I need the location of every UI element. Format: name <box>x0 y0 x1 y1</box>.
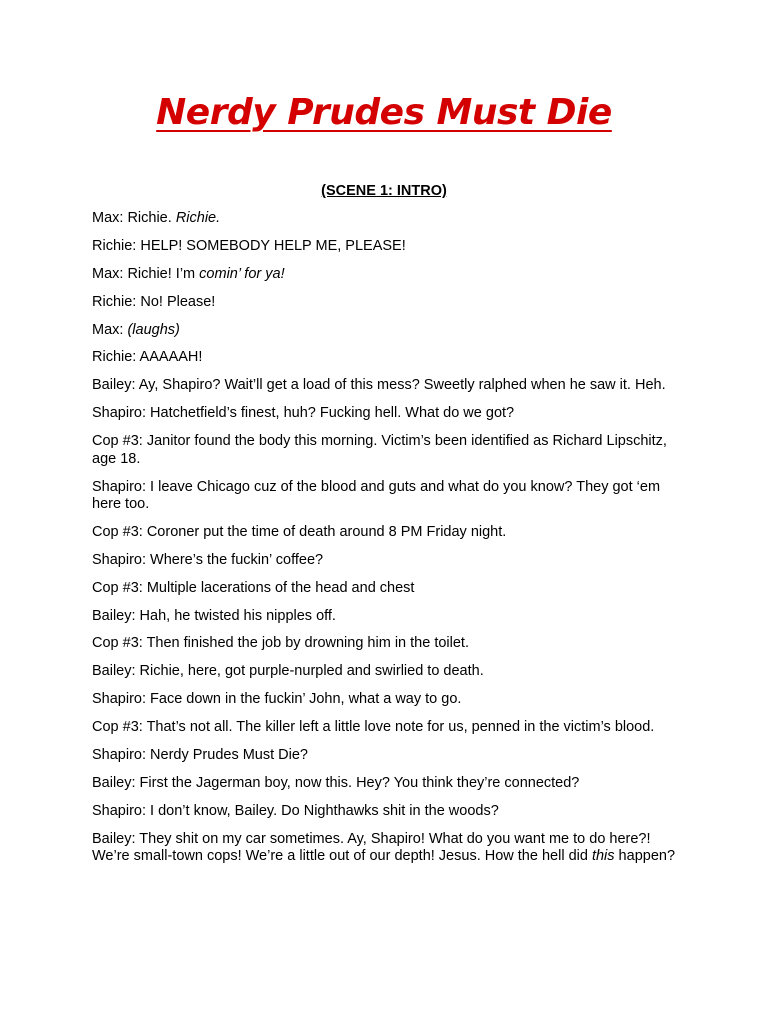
dialogue-text: Hah, he twisted his nipples off. <box>135 607 336 624</box>
script-line <box>92 377 682 395</box>
speaker-name: Shapiro: <box>92 405 147 422</box>
dialogue-text: First the Jagerman boy, now this. Hey? You think they’re connected? <box>135 774 580 791</box>
dialogue-text: Ay, Shapiro? Wait’ll get a load of this mess? Sweetly ralphed when he saw it. Heh. <box>135 377 666 394</box>
speaker-name: Richie: <box>92 237 137 254</box>
dialogue-text: Coroner put the time of death around 8 PM Friday night. <box>142 523 507 540</box>
speaker-name: Shapiro: <box>92 747 147 764</box>
speaker-name: Shapiro: <box>92 802 147 819</box>
script-line <box>92 803 682 821</box>
dialogue-text: Multiple lacerations of the head and chest <box>142 579 415 596</box>
dialogue-text: Face down in the fuckin’ John, what a way to go. <box>146 691 462 708</box>
speaker-name: Max: <box>92 265 124 282</box>
dialogue-text: Richie. <box>123 210 176 226</box>
dialogue-italic: this <box>591 848 615 865</box>
speaker-name: Max: <box>92 210 124 226</box>
document-title: Nerdy Prudes Must Die <box>156 92 612 133</box>
speaker-name: Cop #3: <box>92 433 143 450</box>
script-line <box>92 691 682 709</box>
script-line <box>92 210 682 228</box>
speaker-name: Max: <box>92 321 124 338</box>
speaker-name: Shapiro: <box>92 551 147 568</box>
scene-heading: (SCENE 1: INTRO) <box>321 183 447 199</box>
script-line <box>92 747 682 765</box>
script-line <box>92 238 682 256</box>
speaker-name: Bailey: <box>92 377 136 394</box>
speaker-name: Cop #3: <box>92 635 143 652</box>
script-line <box>92 719 682 737</box>
script-line <box>92 349 682 367</box>
script-line <box>92 608 682 626</box>
script-line <box>92 322 682 340</box>
speaker-name: Cop #3: <box>92 579 143 596</box>
script-line <box>92 663 682 681</box>
dialogue-italic: Richie. <box>175 210 221 226</box>
dialogue-text: That’s not all. The killer left a little love note for us, penned in the victim’s blood. <box>142 719 655 736</box>
dialogue-text: I don’t know, Bailey. Do Nighthawks shit in the woods? <box>146 802 499 819</box>
dialogue-text: Janitor found the body this morning. Victim’s been identified as Richard Lipschitz, age 18. <box>92 433 667 467</box>
script-line <box>92 405 682 423</box>
speaker-name: Shapiro: <box>92 478 147 495</box>
dialogue-text: HELP! SOMEBODY HELP ME, PLEASE! <box>136 237 406 254</box>
speaker-name: Cop #3: <box>92 523 143 540</box>
dialogue-text: No! Please! <box>136 293 216 310</box>
script-line <box>92 775 682 793</box>
script-line <box>92 580 682 598</box>
dialogue-text: They shit on my car sometimes. Ay, Shapiro! What do you want me to do here?! We’re small-town cops! We’re a little out of our depth! Jesus. How the hell did <box>92 830 651 865</box>
dialogue-italic: (laughs) <box>127 321 180 338</box>
dialogue-text: Richie, here, got purple-nurpled and swirlied to death. <box>135 663 484 680</box>
script-line <box>92 635 682 653</box>
script-line <box>92 524 682 542</box>
speaker-name: Shapiro: <box>92 691 147 708</box>
dialogue-italic: comin’ for ya! <box>199 265 285 282</box>
dialogue-text: Then finished the job by drowning him in the toilet. <box>142 635 469 652</box>
script-body <box>92 210 682 876</box>
dialogue-text: Nerdy Prudes Must Die? <box>146 747 308 764</box>
speaker-name: Richie: <box>92 349 137 366</box>
script-line <box>92 294 682 312</box>
dialogue-text-end: happen? <box>614 848 676 865</box>
script-line <box>92 831 682 866</box>
dialogue-text: Where’s the fuckin’ coffee? <box>146 551 324 568</box>
speaker-name: Bailey: <box>92 830 136 847</box>
script-line <box>92 479 682 514</box>
script-line <box>92 266 682 284</box>
speaker-name: Bailey: <box>92 663 136 680</box>
speaker-name: Richie: <box>92 293 137 310</box>
dialogue-text: AAAAAH! <box>136 349 203 366</box>
speaker-name: Cop #3: <box>92 719 143 736</box>
speaker-name: Bailey: <box>92 774 136 791</box>
script-line <box>92 433 682 468</box>
dialogue-text: Hatchetfield’s finest, huh? Fucking hell. What do we got? <box>146 405 515 422</box>
dialogue-text: Richie! I’m <box>123 265 200 282</box>
dialogue-text: I leave Chicago cuz of the blood and guts and what do you know? They got ‘em here too. <box>92 478 661 513</box>
speaker-name: Bailey: <box>92 607 136 624</box>
script-line <box>92 552 682 570</box>
